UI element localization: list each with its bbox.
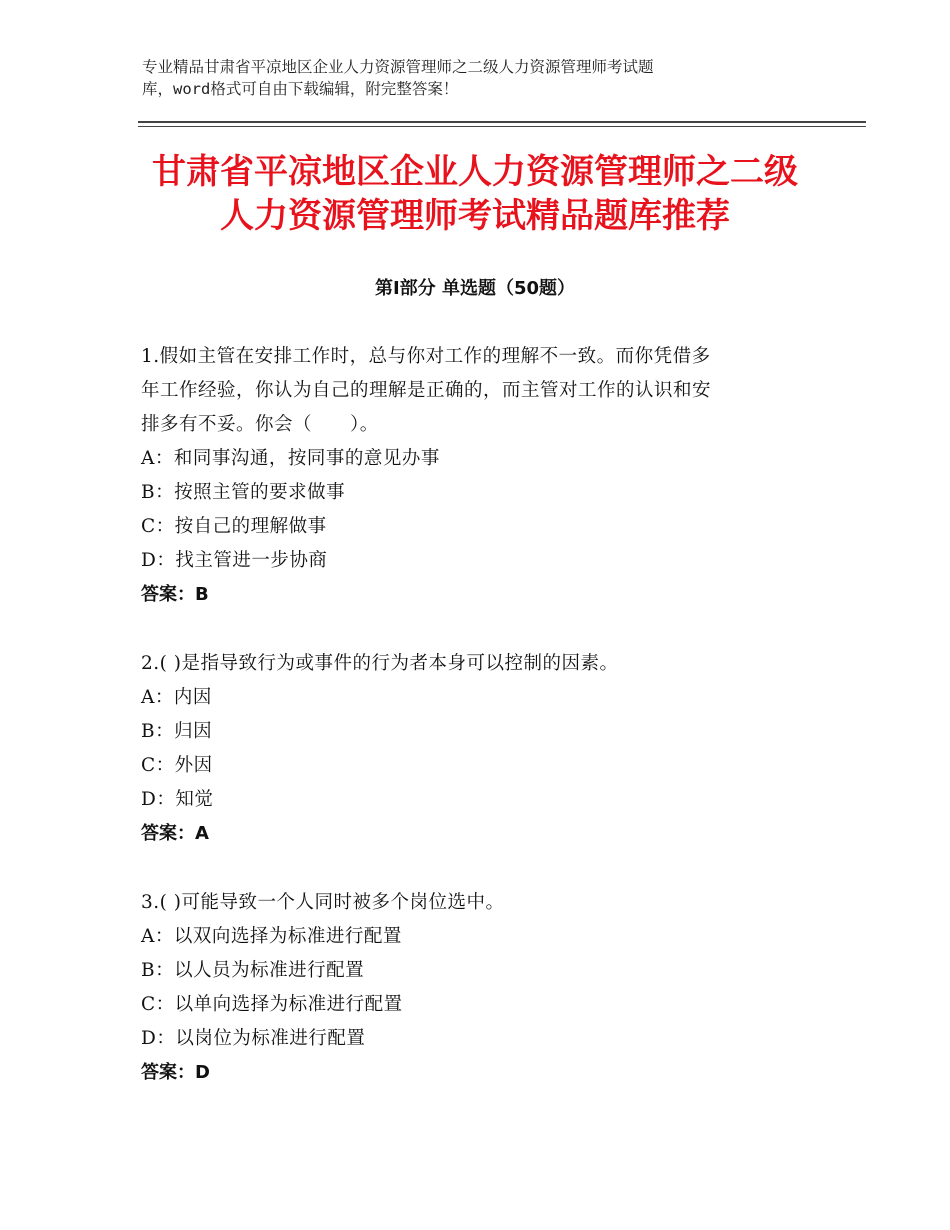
- question-stem-line: 3.( )可能导致一个人同时被多个岗位选中。: [141, 892, 505, 913]
- answer: 答案：B: [141, 584, 209, 605]
- question-3: [141, 886, 821, 1090]
- option-a: A：以双向选择为标准进行配置: [141, 926, 402, 947]
- option-d: D：知觉: [141, 789, 214, 810]
- question-stem-line: 1.假如主管在安排工作时，总与你对工作的理解不一致。而你凭借多: [141, 346, 711, 367]
- answer: 答案：A: [141, 823, 209, 844]
- question-stem: [141, 340, 821, 442]
- answer: 答案：D: [141, 1062, 210, 1083]
- document-title: [95, 150, 855, 238]
- header-line-2: 库，word格式可自由下载编辑，附完整答案！: [142, 80, 459, 98]
- question-stem: [141, 886, 821, 920]
- header-line-1: 专业精品甘肃省平凉地区企业人力资源管理师之二级人力资源管理师考试题: [142, 58, 654, 76]
- option-c: C：以单向选择为标准进行配置: [141, 994, 403, 1015]
- option-c: C：按自己的理解做事: [141, 516, 327, 537]
- option-a: A：内因: [141, 687, 212, 708]
- title-line-1: 甘肃省平凉地区企业人力资源管理师之二级: [152, 152, 798, 192]
- option-a: A：和同事沟通，按同事的意见办事: [141, 448, 440, 469]
- option-d: D：找主管进一步协商: [141, 550, 328, 571]
- question-stem: [141, 647, 821, 681]
- option-c: C：外因: [141, 755, 213, 776]
- question-stem-line: 排多有不妥。你会（ ）。: [141, 414, 379, 435]
- header-divider-thin: [138, 126, 866, 127]
- option-b: B：按照主管的要求做事: [141, 482, 346, 503]
- section-heading: 第Ⅰ部分 单选题（50题）: [374, 278, 575, 299]
- header-divider-thick: [138, 121, 866, 123]
- option-b: B：以人员为标准进行配置: [141, 960, 365, 981]
- question-stem-line: 年工作经验，你认为自己的理解是正确的，而主管对工作的认识和安: [141, 380, 712, 401]
- title-line-2: 人力资源管理师考试精品题库推荐: [220, 196, 730, 236]
- question-2: [141, 647, 821, 851]
- question-1: [141, 340, 821, 612]
- option-d: D：以岗位为标准进行配置: [141, 1028, 366, 1049]
- page-header: [142, 56, 782, 100]
- question-stem-line: 2.( )是指导致行为或事件的行为者本身可以控制的因素。: [141, 653, 619, 674]
- option-b: B：归因: [141, 721, 213, 742]
